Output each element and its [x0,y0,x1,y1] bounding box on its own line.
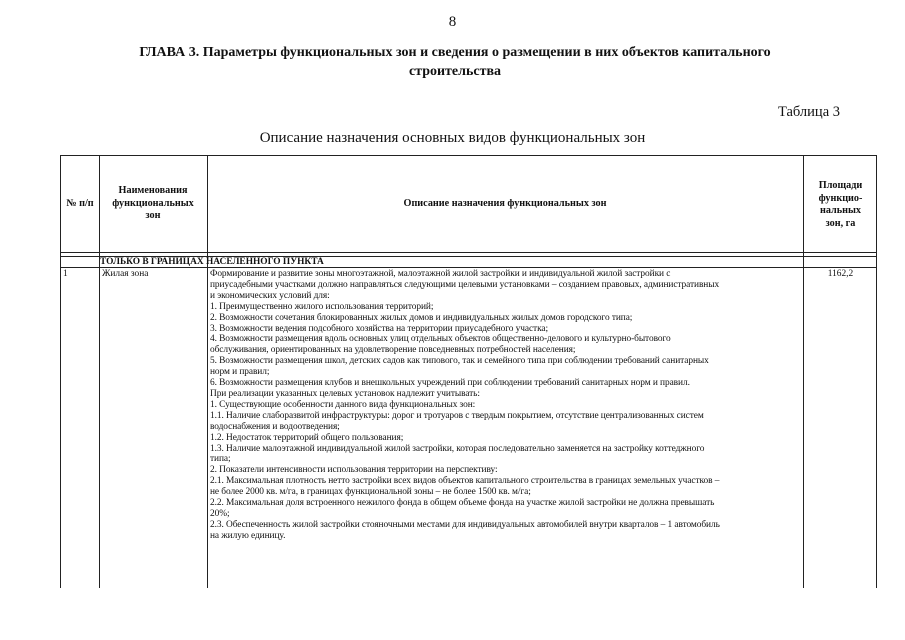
description-line: 2. Показатели интенсивности использования территории на перспективу: [210,465,498,476]
zones-table [60,155,877,588]
header-zone-name: Наименования функциональных зон [112,185,194,221]
description-line: 4. Возможности размещения вдоль основных улиц отдельных объектов общественно-делового и культурно-бытового [210,334,671,345]
description-line: 2.1. Максимальная плотность нетто застройки всех видов объектов капитального строительства в границах земельных участков – [210,476,720,487]
column-divider [207,156,208,588]
header-divider [61,252,876,253]
description-line: не более 2000 кв. м/га, в границах функциональной зоны – не более 1500 кв. м/га; [210,487,531,498]
description-line: При реализации указанных целевых установок надлежит учитывать: [210,388,480,399]
description-line: 2.3. Обеспеченность жилой застройки стояночными местами для индивидуальных автомобилей внутри кварталов – 1 автомобиль [210,519,720,530]
description-line: типа; [210,454,231,465]
description-line: на жилую единицу. [210,530,286,541]
row-number: 1 [63,269,68,279]
description-line: 1.3. Наличие малоэтажной индивидуальной жилой застройки, которая последовательно заменяется на застройку коттеджного [210,443,705,454]
description-line: 5. Возможности размещения школ, детских садов как типового, так и семейного типа при соблюдении требований санитарных [210,356,709,367]
zone-name: Жилая зона [102,269,149,279]
description-line: норм и правил; [210,367,270,378]
page-number: 8 [448,14,457,30]
description-line: водоснабжения и водоотведения; [210,421,340,432]
description-line: 1.2. Недостаток территорий общего пользования; [210,432,404,443]
description-line: 2.2. Максимальная доля встроенного нежилого фонда в общем объеме фонда на участке жилой застройки не должна превышать [210,498,715,509]
description-line: и экономических условий для: [210,290,330,301]
chapter-title-line-2: строительства [408,64,502,79]
description-line: 20%; [210,508,230,519]
table-number: Таблица 3 [777,104,840,120]
zone-area: 1162,2 [827,269,854,279]
header-description: Описание назначения функциональных зон [403,198,607,209]
description-line: 1. Существующие особенности данного вида функциональных зон: [210,399,476,410]
description-line: 6. Возможности размещения клубов и внешкольных учреждений при соблюдении требований санитарных норм и правил. [210,378,690,389]
chapter-title [110,43,800,81]
header-area: Площади функцио- нальных зон, га [818,180,863,229]
section-label: ТОЛЬКО В ГРАНИЦАХ НАСЕЛЕННОГО ПУНКТА [100,257,324,267]
description-line: 3. Возможности ведения подсобного хозяйства на территории приусадебного участка; [210,323,549,334]
description-line: приусадебными участками должно направляться следующими целевыми установками – созданием правовых, административных [210,279,720,290]
chapter-title-line-1: ГЛАВА 3. Параметры функциональных зон и сведения о размещении в них объектов капитального [139,45,771,60]
description-line: 1. Преимущественно жилого использования территорий; [210,301,434,312]
description-line: 2. Возможности сочетания блокированных жилых домов и индивидуальных жилых домов городского типа; [210,312,633,323]
header-number: № п/п [66,198,94,209]
description-line: обслуживания, ориентированных на удовлетворение повседневных потребностей населения; [210,345,576,356]
description-line: 1.1. Наличие слаборазвитой инфраструктуры: дорог и тротуаров с твердым покрытием, отсутствие централизованных систем [210,410,704,421]
table-caption: Описание назначения основных видов функциональных зон [259,130,646,146]
description-line: Формирование и развитие зоны многоэтажной, малоэтажной жилой застройки и индивидуальной жилой застройки с [210,269,671,279]
zone-description [210,269,802,542]
